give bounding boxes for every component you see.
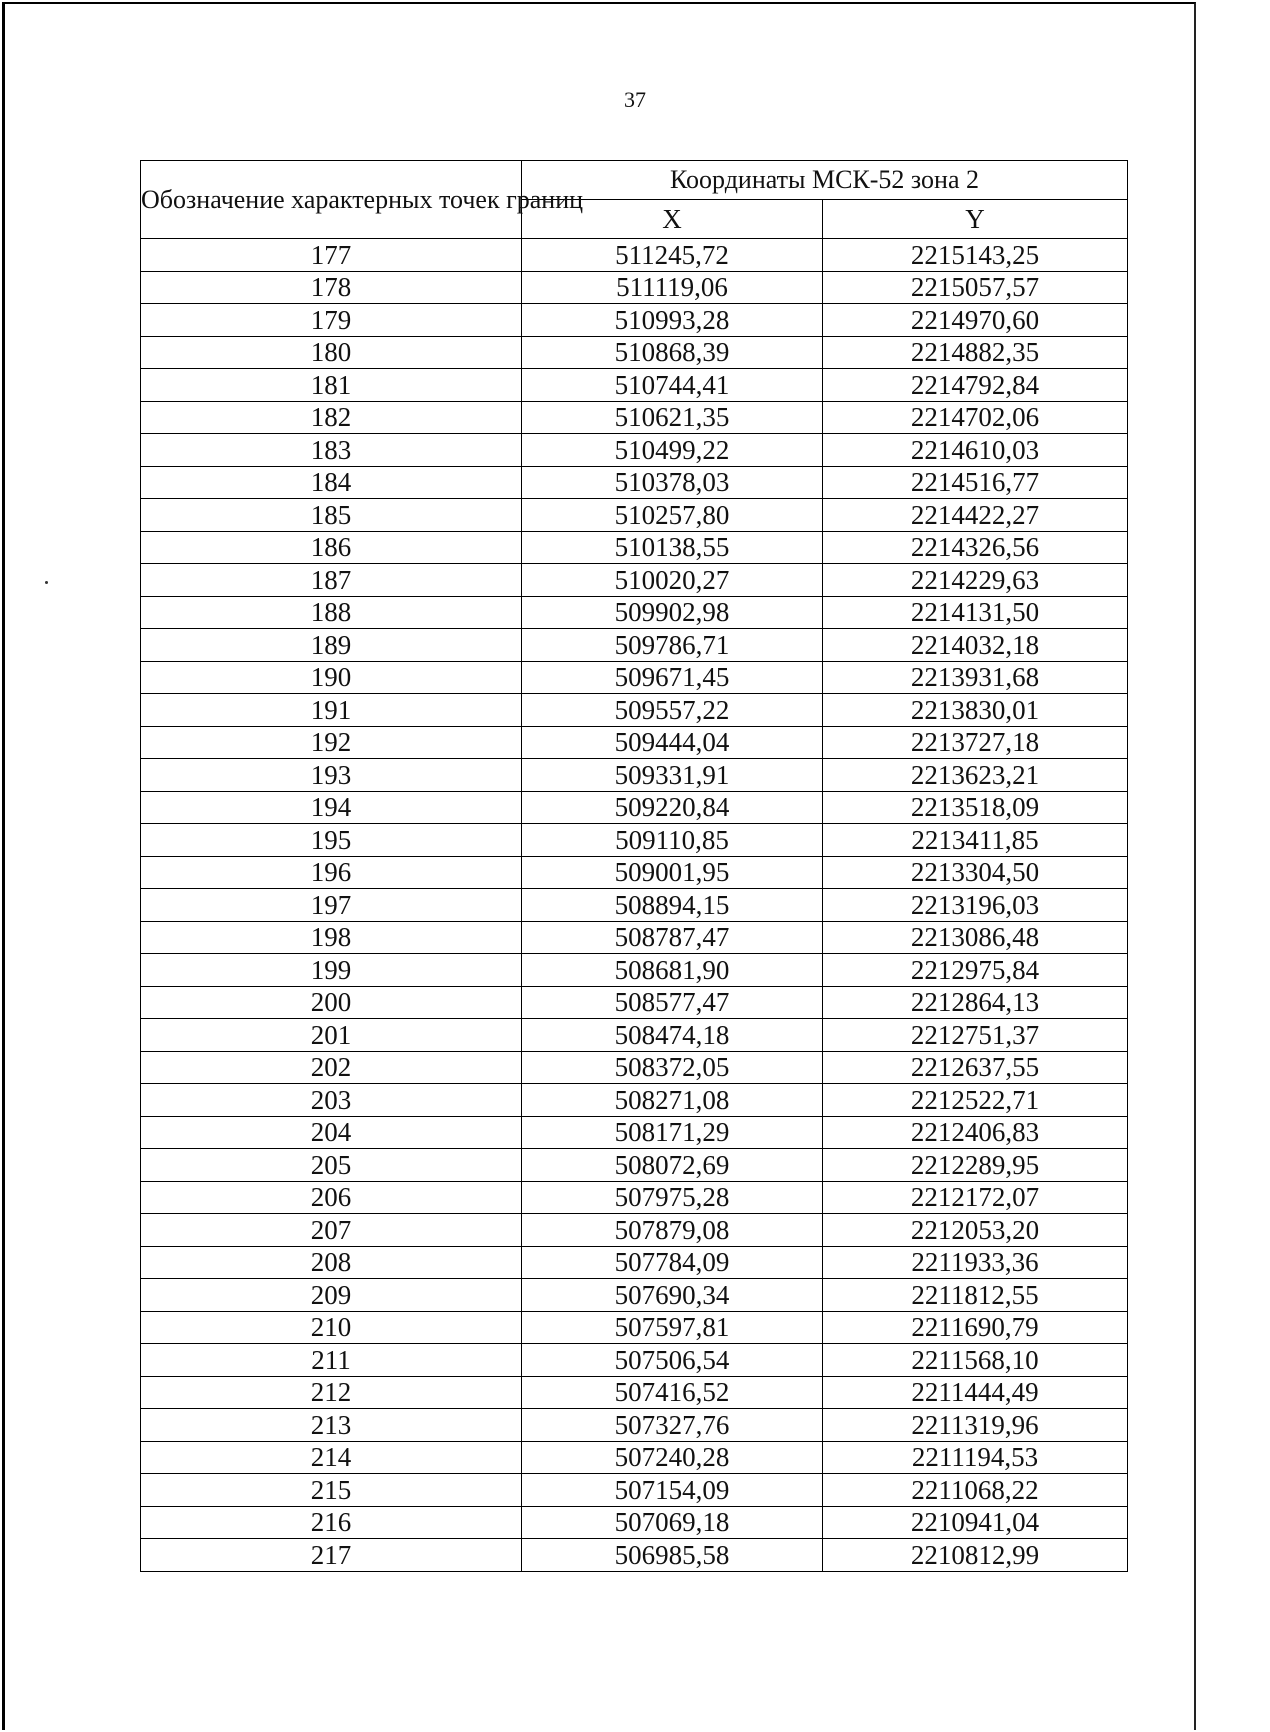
y-coordinate-cell: 2214882,35 [823, 336, 1128, 369]
y-coordinate-cell: 2214970,60 [823, 304, 1128, 337]
y-coordinate-cell: 2214131,50 [823, 596, 1128, 629]
table-row [141, 596, 1128, 629]
point-cell: 216 [141, 1506, 522, 1539]
x-coordinate-cell: 510378,03 [522, 466, 823, 499]
x-coordinate-cell: 509671,45 [522, 661, 823, 694]
point-cell: 203 [141, 1084, 522, 1117]
x-coordinate-cell: 510993,28 [522, 304, 823, 337]
table-header [141, 161, 1128, 239]
x-coordinate-cell: 509220,84 [522, 791, 823, 824]
x-coordinate-cell: 508474,18 [522, 1019, 823, 1052]
x-coordinate-cell: 508171,29 [522, 1116, 823, 1149]
y-coordinate-cell: 2211812,55 [823, 1279, 1128, 1312]
x-coordinate-cell: 510868,39 [522, 336, 823, 369]
point-cell: 209 [141, 1279, 522, 1312]
table-row [141, 1181, 1128, 1214]
point-cell: 179 [141, 304, 522, 337]
point-cell: 192 [141, 726, 522, 759]
x-coordinate-cell: 506985,58 [522, 1539, 823, 1572]
y-coordinate-cell: 2212053,20 [823, 1214, 1128, 1247]
x-coordinate-cell: 509331,91 [522, 759, 823, 792]
y-coordinate-cell: 2212406,83 [823, 1116, 1128, 1149]
x-coordinate-cell: 509001,95 [522, 856, 823, 889]
x-coordinate-cell: 510138,55 [522, 531, 823, 564]
x-coordinate-cell: 508072,69 [522, 1149, 823, 1182]
point-cell: 206 [141, 1181, 522, 1214]
y-coordinate-cell: 2214702,06 [823, 401, 1128, 434]
point-cell: 211 [141, 1344, 522, 1377]
y-coordinate-cell: 2213727,18 [823, 726, 1128, 759]
y-coordinate-cell: 2213518,09 [823, 791, 1128, 824]
point-cell: 195 [141, 824, 522, 857]
header-row-top [141, 161, 1128, 200]
x-coordinate-cell: 510257,80 [522, 499, 823, 532]
x-coordinate-cell: 507784,09 [522, 1246, 823, 1279]
table-row [141, 1344, 1128, 1377]
point-cell: 199 [141, 954, 522, 987]
y-coordinate-cell: 2211319,96 [823, 1409, 1128, 1442]
table-row [141, 239, 1128, 272]
y-coordinate-cell: 2211444,49 [823, 1376, 1128, 1409]
y-coordinate-cell: 2212975,84 [823, 954, 1128, 987]
x-coordinate-cell: 508372,05 [522, 1051, 823, 1084]
table-row [141, 759, 1128, 792]
y-coordinate-cell: 2211568,10 [823, 1344, 1128, 1377]
table-row [141, 1116, 1128, 1149]
x-coordinate-cell: 507975,28 [522, 1181, 823, 1214]
point-cell: 191 [141, 694, 522, 727]
point-cell: 185 [141, 499, 522, 532]
table-row [141, 1506, 1128, 1539]
table-row [141, 856, 1128, 889]
table-row [141, 824, 1128, 857]
table-row [141, 1149, 1128, 1182]
x-coordinate-cell: 510744,41 [522, 369, 823, 402]
x-coordinate-cell: 511119,06 [522, 271, 823, 304]
point-cell: 194 [141, 791, 522, 824]
x-coordinate-cell: 507879,08 [522, 1214, 823, 1247]
header-point-label: Обозначение характерных точек границ [141, 161, 522, 239]
table-row [141, 531, 1128, 564]
y-coordinate-cell: 2211690,79 [823, 1311, 1128, 1344]
point-cell: 193 [141, 759, 522, 792]
point-cell: 182 [141, 401, 522, 434]
point-cell: 213 [141, 1409, 522, 1442]
y-coordinate-cell: 2210812,99 [823, 1539, 1128, 1572]
y-coordinate-cell: 2211933,36 [823, 1246, 1128, 1279]
x-coordinate-cell: 509444,04 [522, 726, 823, 759]
x-coordinate-cell: 507597,81 [522, 1311, 823, 1344]
table-row [141, 564, 1128, 597]
point-cell: 183 [141, 434, 522, 467]
y-coordinate-cell: 2214516,77 [823, 466, 1128, 499]
table-row [141, 726, 1128, 759]
table-row [141, 1279, 1128, 1312]
x-coordinate-cell: 509902,98 [522, 596, 823, 629]
point-cell: 212 [141, 1376, 522, 1409]
point-cell: 201 [141, 1019, 522, 1052]
point-cell: 181 [141, 369, 522, 402]
x-coordinate-cell: 510499,22 [522, 434, 823, 467]
point-cell: 196 [141, 856, 522, 889]
y-coordinate-cell: 2212637,55 [823, 1051, 1128, 1084]
point-cell: 184 [141, 466, 522, 499]
table-row [141, 1214, 1128, 1247]
table-row [141, 466, 1128, 499]
point-cell: 178 [141, 271, 522, 304]
point-cell: 208 [141, 1246, 522, 1279]
point-cell: 198 [141, 921, 522, 954]
point-cell: 214 [141, 1441, 522, 1474]
x-coordinate-cell: 508787,47 [522, 921, 823, 954]
point-cell: 189 [141, 629, 522, 662]
point-cell: 204 [141, 1116, 522, 1149]
table-row [141, 661, 1128, 694]
y-coordinate-cell: 2213304,50 [823, 856, 1128, 889]
header-y-label: Y [823, 200, 1128, 239]
point-cell: 186 [141, 531, 522, 564]
x-coordinate-cell: 507154,09 [522, 1474, 823, 1507]
table-body [141, 239, 1128, 1572]
x-coordinate-cell: 507690,34 [522, 1279, 823, 1312]
table-row [141, 1019, 1128, 1052]
point-cell: 190 [141, 661, 522, 694]
table-row [141, 1311, 1128, 1344]
table-row [141, 434, 1128, 467]
table-row [141, 271, 1128, 304]
point-cell: 180 [141, 336, 522, 369]
y-coordinate-cell: 2214229,63 [823, 564, 1128, 597]
table-row [141, 889, 1128, 922]
x-coordinate-cell: 508577,47 [522, 986, 823, 1019]
header-x-label: X [522, 200, 823, 239]
y-coordinate-cell: 2212289,95 [823, 1149, 1128, 1182]
page-number: 37 [624, 87, 646, 112]
y-coordinate-cell: 2212751,37 [823, 1019, 1128, 1052]
y-coordinate-cell: 2213931,68 [823, 661, 1128, 694]
y-coordinate-cell: 2212864,13 [823, 986, 1128, 1019]
table-row [141, 921, 1128, 954]
x-coordinate-cell: 507327,76 [522, 1409, 823, 1442]
coordinates-table [140, 160, 1128, 1572]
y-coordinate-cell: 2214422,27 [823, 499, 1128, 532]
y-coordinate-cell: 2213086,48 [823, 921, 1128, 954]
table-row [141, 499, 1128, 532]
y-coordinate-cell: 2213411,85 [823, 824, 1128, 857]
point-cell: 207 [141, 1214, 522, 1247]
y-coordinate-cell: 2213830,01 [823, 694, 1128, 727]
x-coordinate-cell: 508271,08 [522, 1084, 823, 1117]
y-coordinate-cell: 2212172,07 [823, 1181, 1128, 1214]
x-coordinate-cell: 507069,18 [522, 1506, 823, 1539]
table-row [141, 1051, 1128, 1084]
y-coordinate-cell: 2212522,71 [823, 1084, 1128, 1117]
table-row [141, 986, 1128, 1019]
table-row [141, 1474, 1128, 1507]
table-row [141, 629, 1128, 662]
y-coordinate-cell: 2214792,84 [823, 369, 1128, 402]
table-row [141, 1539, 1128, 1572]
point-cell: 200 [141, 986, 522, 1019]
scan-artifact-dot [45, 581, 48, 584]
table-row [141, 336, 1128, 369]
x-coordinate-cell: 510020,27 [522, 564, 823, 597]
table-row [141, 1246, 1128, 1279]
x-coordinate-cell: 507506,54 [522, 1344, 823, 1377]
y-coordinate-cell: 2211194,53 [823, 1441, 1128, 1474]
table-row [141, 694, 1128, 727]
table-row [141, 954, 1128, 987]
y-coordinate-cell: 2214326,56 [823, 531, 1128, 564]
point-cell: 210 [141, 1311, 522, 1344]
y-coordinate-cell: 2210941,04 [823, 1506, 1128, 1539]
table-row [141, 369, 1128, 402]
point-cell: 177 [141, 239, 522, 272]
point-cell: 215 [141, 1474, 522, 1507]
table-row [141, 1376, 1128, 1409]
table-row [141, 401, 1128, 434]
x-coordinate-cell: 507240,28 [522, 1441, 823, 1474]
point-cell: 188 [141, 596, 522, 629]
x-coordinate-cell: 508681,90 [522, 954, 823, 987]
table-row [141, 1409, 1128, 1442]
point-cell: 187 [141, 564, 522, 597]
table-row [141, 1441, 1128, 1474]
x-coordinate-cell: 511245,72 [522, 239, 823, 272]
y-coordinate-cell: 2215057,57 [823, 271, 1128, 304]
point-cell: 217 [141, 1539, 522, 1572]
table-row [141, 791, 1128, 824]
y-coordinate-cell: 2213196,03 [823, 889, 1128, 922]
x-coordinate-cell: 510621,35 [522, 401, 823, 434]
header-coords-group: Координаты МСК-52 зона 2 [522, 161, 1128, 200]
point-cell: 205 [141, 1149, 522, 1182]
x-coordinate-cell: 507416,52 [522, 1376, 823, 1409]
y-coordinate-cell: 2211068,22 [823, 1474, 1128, 1507]
y-coordinate-cell: 2214032,18 [823, 629, 1128, 662]
y-coordinate-cell: 2215143,25 [823, 239, 1128, 272]
x-coordinate-cell: 508894,15 [522, 889, 823, 922]
table-row [141, 1084, 1128, 1117]
y-coordinate-cell: 2214610,03 [823, 434, 1128, 467]
point-cell: 202 [141, 1051, 522, 1084]
y-coordinate-cell: 2213623,21 [823, 759, 1128, 792]
x-coordinate-cell: 509110,85 [522, 824, 823, 857]
point-cell: 197 [141, 889, 522, 922]
x-coordinate-cell: 509786,71 [522, 629, 823, 662]
table-row [141, 304, 1128, 337]
x-coordinate-cell: 509557,22 [522, 694, 823, 727]
